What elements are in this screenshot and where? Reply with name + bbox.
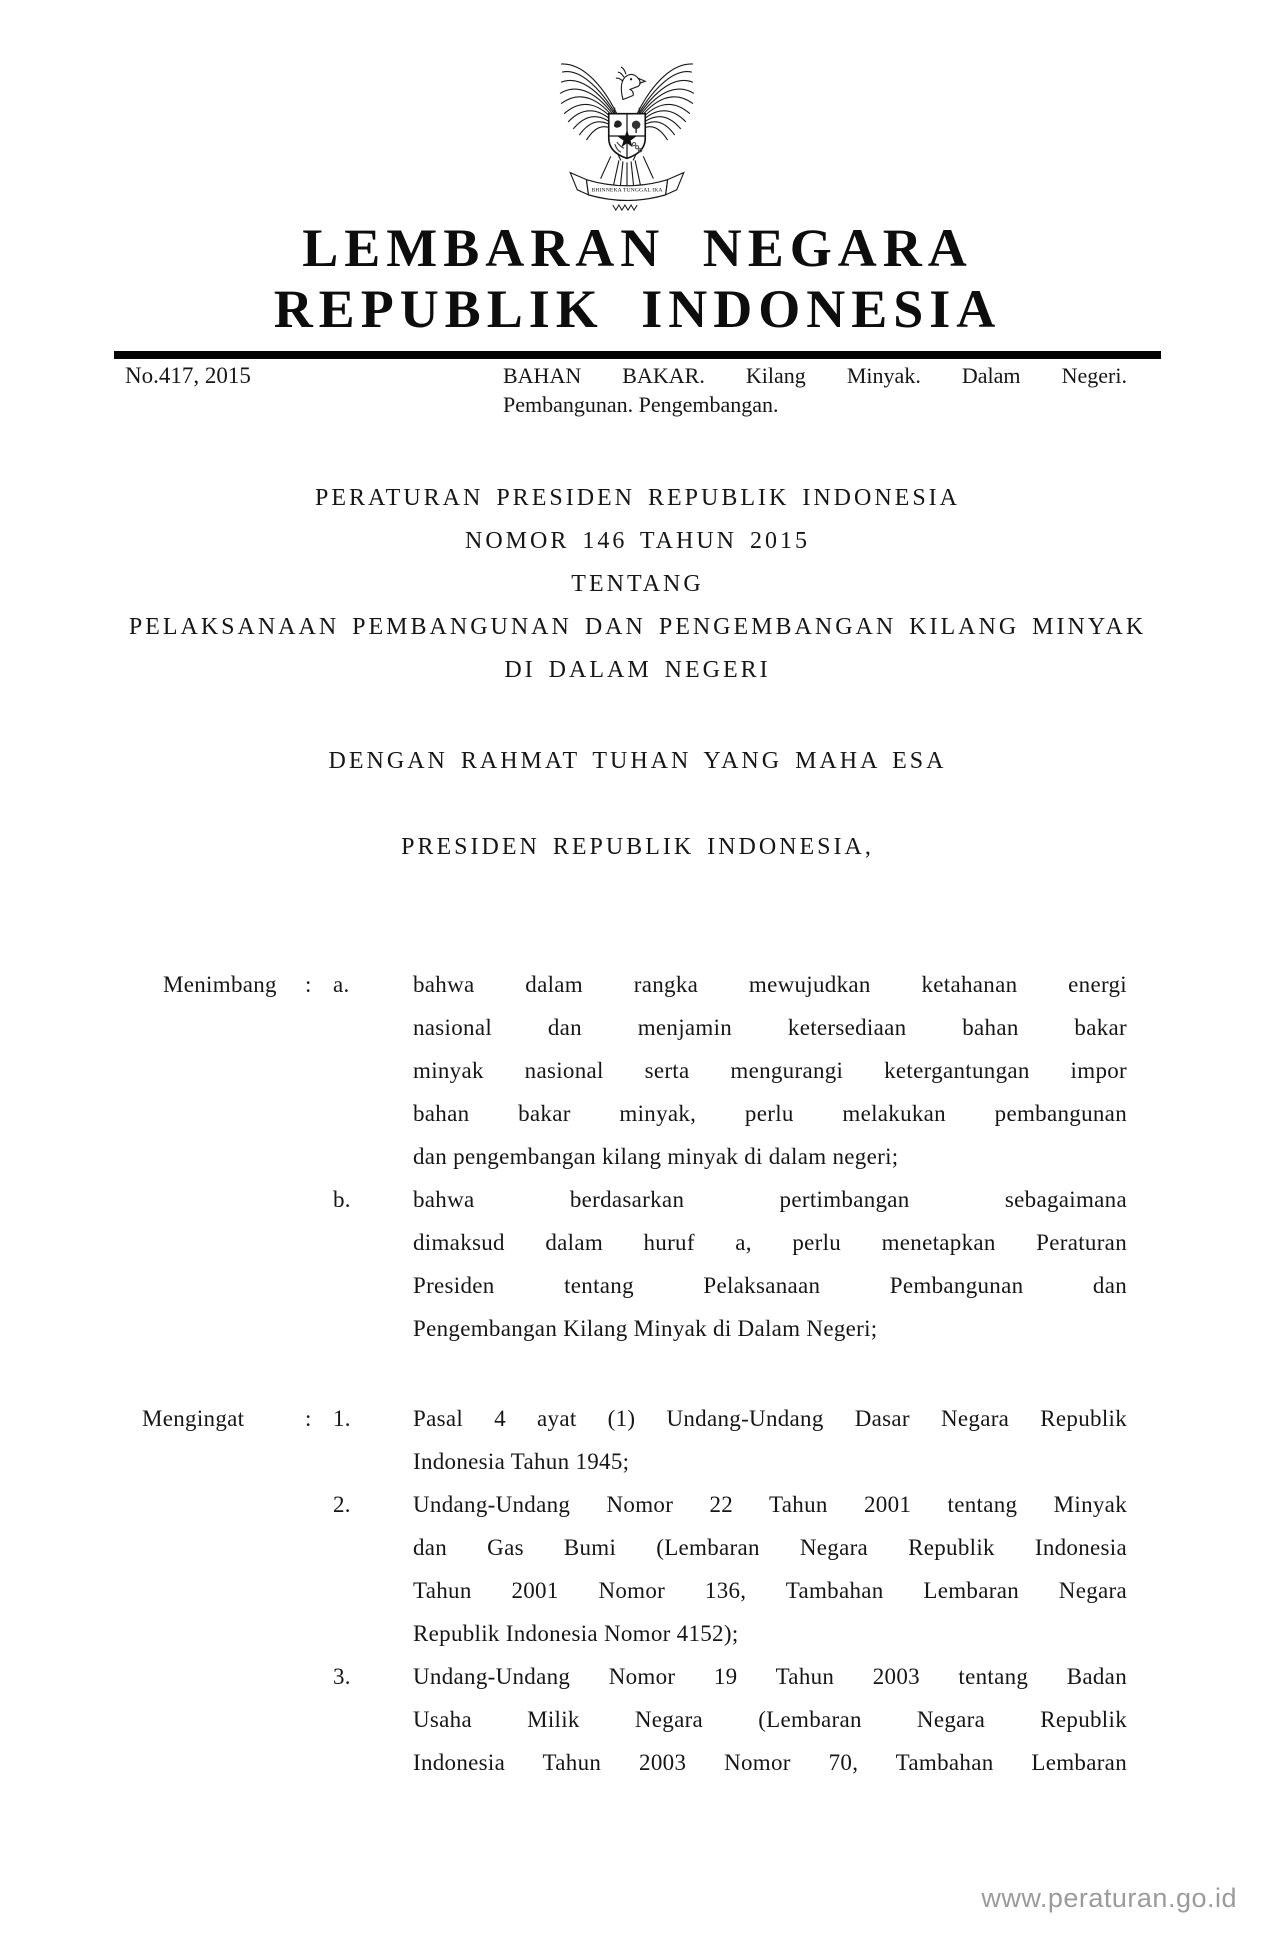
- subject-line: Pembangunan. Pengembangan.: [503, 391, 779, 417]
- pancasila-shield: [609, 114, 646, 159]
- gazette-title-line2: REPUBLIK INDONESIA: [273, 279, 1002, 339]
- motto-text: BHINNEKA TUNGGAL IKA: [591, 187, 663, 194]
- considerations-section: [142, 963, 1127, 1350]
- text-line: minyak nasional serta mengurangi ketergantungan impor: [413, 1058, 1127, 1083]
- gazette-title-line1: LEMBARAN NEGARA: [302, 218, 973, 278]
- colon: :: [305, 1406, 312, 1431]
- item-marker: 3.: [333, 1664, 351, 1689]
- text-line: nasional dan menjamin ketersediaan bahan bakar: [413, 1015, 1127, 1040]
- garuda-pancasila-emblem: [556, 54, 698, 212]
- text-line: Indonesia Tahun 1945;: [413, 1449, 630, 1474]
- text-line: Undang-Undang Nomor 22 Tahun 2001 tentang Minyak: [413, 1492, 1127, 1517]
- text-line: Usaha Milik Negara (Lembaran Negara Republik: [413, 1707, 1127, 1732]
- text-line: Presiden tentang Pelaksanaan Pembangunan dan: [413, 1273, 1127, 1298]
- tentang-label: TENTANG: [571, 571, 704, 597]
- gazette-title: [0, 218, 1275, 340]
- item-text: [413, 1397, 1127, 1483]
- text-line: Pengembangan Kilang Minyak di Dalam Negeri;: [413, 1316, 878, 1341]
- text-line: Tahun 2001 Nomor 136, Tambahan Lembaran Negara: [413, 1578, 1127, 1603]
- text-line: Republik Indonesia Nomor 4152);: [413, 1621, 739, 1646]
- subject-block: [503, 362, 1127, 419]
- text-line: Pasal 4 ayat (1) Undang-Undang Dasar Negara Republik: [413, 1406, 1127, 1431]
- website-url: www.peraturan.go.id: [981, 1883, 1237, 1913]
- masthead-rule: [114, 351, 1161, 359]
- text-line: Undang-Undang Nomor 19 Tahun 2003 tentang Badan: [413, 1664, 1127, 1689]
- text-line: bahan bakar minyak, perlu melakukan pembangunan: [413, 1101, 1127, 1126]
- legal-basis-item: [333, 1655, 1127, 1784]
- considerations-label: Menimbang: [163, 972, 277, 997]
- legal-basis-label: Mengingat: [142, 1406, 245, 1431]
- consideration-item: [333, 1178, 1127, 1350]
- item-text: [413, 1655, 1127, 1784]
- subject-line: BAHAN BAKAR. Kilang Minyak. Dalam Negeri.: [503, 363, 1127, 388]
- issuer: PRESIDEN REPUBLIK INDONESIA,: [401, 834, 874, 860]
- legal-basis-item: [333, 1397, 1127, 1483]
- text-line: bahwa dalam rangka mewujudkan ketahanan energi: [413, 972, 1127, 997]
- text-line: Indonesia Tahun 2003 Nomor 70, Tambahan Lembaran: [413, 1750, 1127, 1775]
- regulation-number: NOMOR 146 TAHUN 2015: [465, 528, 810, 554]
- item-marker: b.: [333, 1187, 351, 1212]
- issue-number: No.417, 2015: [125, 363, 251, 388]
- text-line: dan pengembangan kilang minyak di dalam negeri;: [413, 1144, 899, 1169]
- item-marker: a.: [333, 972, 350, 997]
- regulation-type: PERATURAN PRESIDEN REPUBLIK INDONESIA: [314, 485, 961, 511]
- text-line: dan Gas Bumi (Lembaran Negara Republik Indonesia: [413, 1535, 1127, 1560]
- item-marker: 2.: [333, 1492, 351, 1517]
- regulation-subject-line2: DI DALAM NEGERI: [504, 657, 771, 683]
- colon: :: [305, 972, 312, 997]
- item-marker: 1.: [333, 1406, 351, 1431]
- legal-basis-section: [142, 1397, 1127, 1784]
- regulation-subject-line1: PELAKSANAAN PEMBANGUNAN DAN PENGEMBANGAN KILANG MINYAK: [128, 614, 1147, 640]
- legal-basis-item: [333, 1483, 1127, 1655]
- regulation-title-block: [0, 477, 1275, 692]
- item-text: [413, 1178, 1127, 1350]
- garuda-head: [616, 67, 645, 99]
- text-line: bahwa berdasarkan pertimbangan sebagaimana: [413, 1187, 1127, 1212]
- item-text: [413, 1483, 1127, 1655]
- invocation: DENGAN RAHMAT TUHAN YANG MAHA ESA: [328, 748, 947, 774]
- text-line: dimaksud dalam huruf a, perlu menetapkan Peraturan: [413, 1230, 1127, 1255]
- consideration-item: [333, 963, 1127, 1178]
- item-text: [413, 963, 1127, 1178]
